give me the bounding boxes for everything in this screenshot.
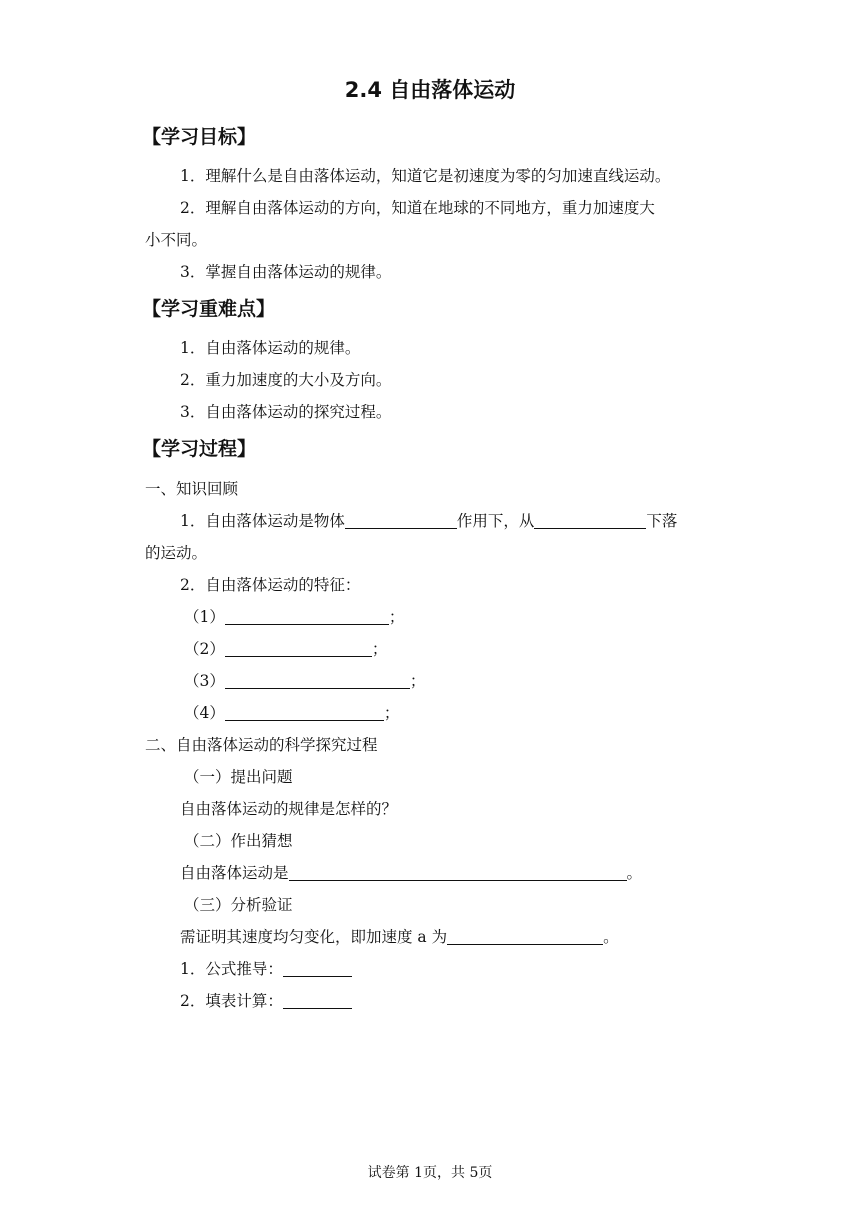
section2-label: 二、自由落体运动的科学探究过程	[145, 736, 378, 754]
table-label: 2．填表计算：	[180, 992, 283, 1010]
answer-blank[interactable]	[283, 992, 352, 1009]
formula-label: 1．公式推导：	[180, 960, 283, 978]
item-table	[180, 991, 352, 1011]
goal-item-2-cont: 小不同。	[145, 231, 208, 249]
subsection-2: （二）作出猜想	[184, 832, 293, 850]
answer-blank[interactable]	[534, 512, 646, 529]
subsection-3-text	[180, 927, 619, 947]
feature-label: （3）	[184, 672, 225, 690]
answer-blank[interactable]	[447, 928, 603, 945]
question-1	[180, 511, 677, 531]
item-formula	[180, 959, 352, 979]
page-title: 2.4 自由落体运动	[344, 78, 516, 102]
keypoint-item-1: 1．自由落体运动的规律。	[180, 339, 361, 357]
page-footer: 试卷第 1页，共 5页	[367, 1165, 493, 1181]
section1-label: 一、知识回顾	[145, 480, 239, 498]
feature-end: ；	[371, 640, 388, 658]
answer-blank[interactable]	[225, 672, 410, 689]
feature-2	[184, 639, 387, 659]
guess-end: 。	[626, 864, 643, 882]
keypoint-item-2: 2．重力加速度的大小及方向。	[180, 371, 392, 389]
goal-item-2: 2．理解自由落体运动的方向，知道在地球的不同地方，重力加速度大	[180, 199, 655, 217]
feature-end: ；	[409, 672, 426, 690]
keypoints-heading: 【学习重难点】	[142, 298, 276, 320]
question-1-part1: 1．自由落体运动是物体	[180, 512, 345, 530]
subsection-1-text: 自由落体运动的规律是怎样的？	[180, 800, 398, 818]
subsection-1: （一）提出问题	[184, 768, 293, 786]
feature-1	[184, 607, 404, 627]
feature-label: （4）	[184, 704, 225, 722]
goal-item-1: 1．理解什么是自由落体运动，知道它是初速度为零的匀加速直线运动。	[180, 167, 671, 185]
question-1-part2: 作用下，从	[456, 512, 535, 530]
verify-prompt: 需证明其速度均匀变化，即加速度 a 为	[180, 928, 448, 946]
keypoint-item-3: 3．自由落体运动的探究过程。	[180, 403, 392, 421]
subsection-2-text	[180, 863, 642, 883]
goals-heading: 【学习目标】	[142, 126, 257, 148]
process-heading: 【学习过程】	[142, 438, 257, 460]
feature-end: ；	[388, 608, 405, 626]
goal-item-3: 3．掌握自由落体运动的规律。	[180, 263, 392, 281]
answer-blank[interactable]	[225, 640, 372, 657]
question-2: 2．自由落体运动的特征：	[180, 576, 361, 594]
answer-blank[interactable]	[225, 608, 389, 625]
answer-blank[interactable]	[283, 960, 352, 977]
question-1-part3: 下落	[646, 512, 678, 530]
question-1-cont: 的运动。	[145, 544, 208, 562]
answer-blank[interactable]	[345, 512, 457, 529]
guess-prompt: 自由落体运动是	[180, 864, 289, 882]
feature-label: （2）	[184, 640, 225, 658]
feature-end: ；	[383, 704, 400, 722]
answer-blank[interactable]	[289, 864, 627, 881]
subsection-3: （三）分析验证	[184, 896, 293, 914]
answer-blank[interactable]	[225, 704, 384, 721]
feature-4	[184, 703, 399, 723]
verify-end: 。	[603, 928, 619, 946]
feature-label: （1）	[184, 608, 225, 626]
feature-3	[184, 671, 425, 691]
